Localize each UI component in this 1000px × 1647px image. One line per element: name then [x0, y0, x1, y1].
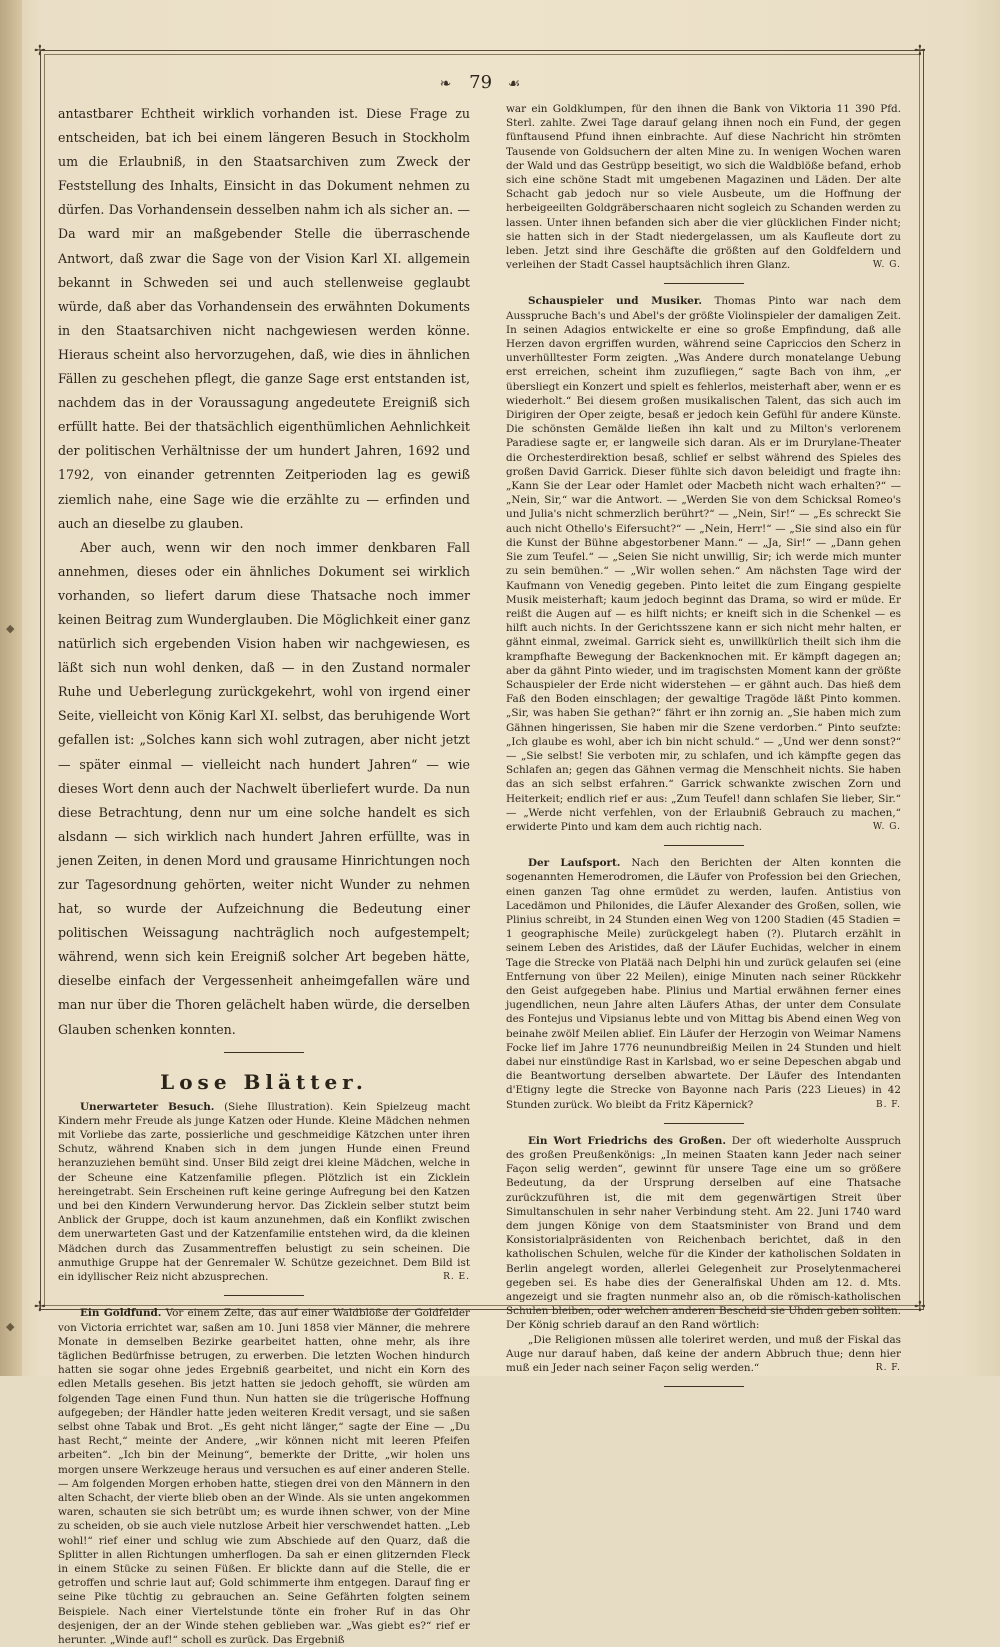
article-title: Schauspieler und Musiker. — [528, 295, 703, 308]
article-signature: R. F. — [875, 1363, 901, 1374]
article-divider — [58, 1284, 470, 1306]
article-title: Ein Goldfund. — [80, 1307, 162, 1320]
article-laufsport — [506, 856, 901, 1112]
article-title: Ein Wort Friedrichs des Großen. — [528, 1134, 726, 1147]
end-divider — [506, 1375, 901, 1397]
article-goldfund-continued — [506, 102, 901, 272]
page-number: 79 — [469, 72, 493, 93]
article-signature: W. G. — [872, 821, 901, 832]
right-column — [506, 102, 901, 1397]
article-text: war ein Goldklumpen, für den ihnen die Bank von Viktoria 11 390 Pfd. Sterl. zahlte. Zwei Tage darauf gelang ihnen noch ein Fund, der gegen fünftausend Pfund ihnen einbrachte. Auf diese Nachricht hin strömten Tausende von Goldsuchern der alten Mine zu. In wenigen Wochen waren der Wald und das Gestrüpp beseitigt, wo sich die Waldblöße befand, erhob sich eine schöne Stadt mit umgebenen Magazinen und Läden. Der alte Schacht gab jedoch nur so viele Ausbeute, um die Hoffnung der herbeigeeilten Goldgräberschaaren nicht sogleich zu Schanden werden zu lassen. Unter ihnen befanden sich aber die vier glücklichen Finder nicht; sie hatten sich in der Stadt niedergelassen, um als Kaufleute dort zu leben. Jetzt sind ihre Geschäfte die größten auf den Goldfeldern und verleihen der Stadt Cassel hauptsächlich ihren Glanz. — [506, 103, 901, 272]
article-quote — [506, 1333, 901, 1376]
corner-ornament-bottom-right: ✢ — [914, 1299, 926, 1315]
quote-text: „Die Religionen müssen alle toleriret werden, und muß der Fiskal das Auge nur darauf haben, daß keine der andern Abbruch thue; denn hier muß ein Jeder nach seiner Façon selig werden.“ — [506, 1333, 901, 1375]
corner-ornament-bottom-left: ✢ — [34, 1299, 46, 1315]
article-divider — [506, 272, 901, 294]
section-title: Lose Blätter. — [160, 1069, 368, 1094]
left-column — [58, 102, 470, 1647]
header-ornament-left: ❧ — [439, 76, 454, 92]
article-signature: W. G. — [872, 260, 901, 271]
article-goldfund — [58, 1306, 470, 1647]
paragraph-vision-1: antastbarer Echtheit wirklich vorhanden ist. Diese Frage zu entscheiden, bat ich bei einem längeren Besuch in Stockholm um die Erlaubniß, in den Staatsarchiven zum Zweck der Feststellung des Inhalts, Einsicht in das Dokument nehmen zu dürfen. Das Vorhandensein desselben nahm ich als sicher an. — Da ward mir an maßgebender Stelle die überraschende Antwort, daß zwar die Sage von der Vision Karl XI. allgemein bekannt in Schweden sei und auch stellenweise geglaubt würde, daß aber das Vorhandensein des erwähnten Dokuments in den Staatsarchiven nicht nachgewiesen werden könne. Hieraus scheint also hervorzugehen, daß, wie dies in ähnlichen Fällen zu geschehen pflegt, die ganze Sage erst entstanden ist, nachdem das in der Voraussagung angedeutete Ereigniß sich erfüllt hatte. Bei der thatsächlich eigenthümlichen Aehnlichkeit der politischen Verhältnisse der um hundert Jahren, 1692 und 1792, von einander getrennten Zeitperioden lag es gewiß ziemlich nahe, eine Sage wie die erzählte zu — erfinden und auch an dieselbe zu glauben. — [58, 106, 470, 531]
page-binding-edge — [0, 0, 22, 1376]
article-unerwarteter-besuch — [58, 1100, 470, 1285]
margin-mark-left: ◆ — [6, 622, 15, 635]
article-signature: B. F. — [875, 1099, 901, 1110]
article-text: Nach den Berichten der Alten konnten die sogenannten Hemerodromen, die Läufer von Profession bei den Griechen, einen ganzen Tag ohne ermüdet zu werden, laufen. Antistius von Lacedämon und Philonides, die Läufer Alexander des Großen, sollen, wie Plinius schreibt, in 24 Stunden einen Weg von 1200 Stadien (45 Stadien = 1 geographische Meile) zurückgelegt haben (?). Plutarch erzählt in seinem Leben des Aristides, daß der Läufer Euchidas, welcher in einem Tage die Strecke von Platää nach Delphi hin und zurück gelaufen sei (eine Entfernung von über 22 Meilen), einige Minuten nach seiner Rückkehr den Geist aufgegeben habe. Plinius und Martial erwähnen ferner eines jugendlichen, neun Jahre alten Läufers Athas, der unter dem Consulate des Fontejus und Vipsianus lebte und von Mittag bis Abend einen Weg von beinahe zwölf Meilen ablief. Ein Läufer der Herzogin von Weimar Namens Focke lief im Jahre 1776 neunundbreißig Meilen in 24 Stunden und hielt dabei nur einstündige Rast in Karlsbad, wo er seine Depeschen abgab und die Beantwortung derselben abwartete. Der Läufer des Intendanten d'Etigny legte die Strecke von Bayonne nach Paris (223 Lieues) in 42 Stunden zurück. Wo bleibt da Fritz Käpernick? — [506, 857, 901, 1111]
corner-ornament-top-right: ✢ — [914, 43, 926, 59]
margin-mark-left-bottom: ◆ — [6, 1320, 15, 1333]
article-text: (Siehe Illustration). Kein Spielzeug macht Kindern mehr Freude als junge Katzen oder Hunde. Kleine Mädchen nehmen mit Vorliebe das zarte, possierliche und geschmeidige Kätzchen unter ihren Schutz, während Knaben sich in dem jungen Hunde einen Freund heranzuziehen bemüht sind. Unser Bild zeigt drei kleine Mädchen, welche in der Scheune eine Katzenfamilie pflegen. Plötzlich ist ein Zicklein hereingetrabt. Sein Erscheinen ruft keine geringe Aufregung bei den Katzen und bei den Kindern Verwunderung hervor. Das Zicklein selber stutzt beim Anblick der Gruppe, doch ist kaum anzunehmen, daß ein Konflikt zwischen dem unerwarteten Gast und der Katzenfamilie entstehen wird, da die kleinen Mädchen durch das Zusammentreffen belustigt zu sein scheinen. Die anmuthige Gruppe hat der Genremaler W. Schütze gezeichnet. Dem Bild ist ein idyllischer Reiz nicht abzusprechen. — [58, 1100, 471, 1284]
article-signature: R. E. — [443, 1272, 470, 1283]
corner-ornament-top-left: ✢ — [34, 43, 46, 59]
article-title: Unerwarteter Besuch. — [80, 1100, 215, 1113]
article-divider — [506, 834, 901, 856]
page-header — [0, 72, 962, 93]
article-text: Vor einem Zelte, das auf einer Waldblöße der Goldfelder von Victoria errichtet war, saßen am 10. Juni 1858 vier Männer, die mehrere Monate in demselben Bezirke gearbeitet hatten, ohne mehr, als ihre täglichen Bedürfnisse betrugen, zu erwerben. Die letzten Wochen hindurch hatten sie sogar ohne jedes Ergebniß gearbeitet, und nicht ein Korn des edlen Metalls gesehen. Bis jetzt hatten sie jedoch gehofft, sie würden am folgenden Tage einen Fund thun. Nun hatten sie die trügerische Hoffnung aufgegeben; der Händler hatte jeden weiteren Kredit versagt, und sie saßen selbst ohne Tabak und Brot. „Es geht nicht länger,“ sagte der Eine — „Du hast Recht,“ meinte der Andere, „wir können nicht mit leeren Pfeifen arbeiten“. „Ich bin der Meinung“, bemerkte der Dritte, „wir holen uns morgen unsere Werkzeuge heraus und versuchen es auf einer anderen Stelle. — Am folgenden Morgen erhoben hatte, stiegen drei von den Männern in den alten Schacht, der vierte blieb oben an der Winde. Als sie unten angekommen waren, schauten sie sich betrübt um; es wurde ihnen schwer, von der Mine zu scheiden, ob sie auch viele nutzlose Arbeit hier verschwendet hatten. „Leb wohl!“ rief einer und schlug wie zum Abschiede auf den Quarz, daß die Splitter in allen Richtungen umherflogen. Da sah er einen glitzernden Fleck in einem Stücke zu seinen Füßen. Er blickte dann auf die Stelle, die er getroffen und schrie laut auf; Gold schimmerte ihm entgegen. Darauf fing er seine Pike tüchtig zu gebrauchen an. Seine Gefährten folgten seinem Beispiele. Nach einer Viertelstunde tönte ein froher Ruf in das Ohr desjenigen, der an der Winde stehen geblieben war. „Was giebt es?“ rief er herunter. „Winde auf!“ scholl es zurück. Das Ergebniß — [58, 1307, 470, 1646]
article-wort-friedrichs — [506, 1134, 901, 1333]
header-ornament-right: ☙ — [507, 76, 523, 92]
article-title: Der Laufsport. — [528, 857, 621, 870]
article-schauspieler-und-musiker — [506, 294, 901, 834]
article-text: Der oft wiederholte Ausspruch des großen Preußenkönigs: „In meinen Staaten kann Jeder nach seiner Façon selig werden“, gewinnt für unsere Tage eine um so größere Bedeutung, da der Ursprung derselben auf eine Thatsache zurückzuführen ist, die mit dem gegenwärtigen Streit über Simultanschulen in sehr naher Verbindung steht. Am 22. Juni 1740 ward dem jungen Könige von dem Staatsminister von Brand und dem Konsistorialpräsidenten von Reichenbach berichtet, daß in den katholischen Schulen, welche für die Kinder der katholischen Soldaten in Berlin angelegt worden, allerlei Gelegenheit zur Proselytenmacherei gegeben sei. Es habe dies der Generalfiskal Uhden am 12. d. Mts. angezeigt und sie fragten nunmehr also an, ob die römisch-katholischen Schulen bleiben, oder welchen anderen Bescheid sie Uhden geben sollten. Der König schrieb darauf an den Rand wörtlich: — [506, 1134, 902, 1332]
article-text: Thomas Pinto war nach dem Ausspruche Bach's und Abel's der größte Violinspieler der damaligen Zeit. In seinen Adagios entwickelte er eine so große Empfindung, daß alle Herzen davon ergriffen wurden, während seine Capriccios den Scherz in unverhülltester Form zeigten. „Was Andere durch monatelange Uebung erst erreichen, scheint ihm zuzufliegen,“ sagte Bach von ihm, „er übersliegt ein Konzert und spielt es fehlerlos, meisterhaft aber, wenn er es wiederholt.“ Bei diesem großen musikalischen Talent, das sich auch im Dirigiren der Oper zeigte, besaß er jedoch kein Gefühl für andere Künste. Die schönsten Gemälde ließen ihn kalt und zu Milton's verlorenem Paradiese sagte er, er langweile sich daran. Als er im Drurylane-Theater die Orchesterdirektion besaß, schlief er selbst während des Spieles des großen David Garrick. Dieser fühlte sich davon beleidigt und fragte ihn: „Kann Sie der Lear oder Hamlet oder Macbeth nicht wach erhalten?“ — „Nein, Sir,“ war die Antwort. — „Werden Sie von dem Schicksal Romeo's und Julia's nicht schmerzlich berührt?“ — „Nein, Sir!“ — „Es schreckt Sie auch nicht Othello's Eifersucht?“ — „Nein, Herr!“ — „Sie sind also ein für die Kunst der Bühne abgestorbener Mann.“ — „Ja, Sir!“ — „Dann gehen Sie zum Teufel.“ — „Seien Sie nicht unwillig, Sir; ich werde mich munter zu sein bemühen.“ — „Wir wollen sehen.“ Am nächsten Tage wird der Kaufmann von Venedig gegeben. Pinto leitet die zum Eingang gespielte Musik meisterhaft; kaum jedoch beginnt das Drama, so wird er müde. Er reißt die Augen auf — es hilft nichts; er kneift sich in die Schenkel — es hilft auch nichts. In der Gerichtsszene kann er sich nicht mehr halten, er gähnt einmal, zweimal. Garrick sieht es, unwillkürlich theilt sich ihm die krampfhafte Bewegung der Backenknochen mit. Er kämpft dagegen an; aber da gähnt Pinto wieder, und im tragischsten Moment kann der größte Schauspieler der Erde nicht widerstehen — er gähnt auch. Das hieß dem Faß den Boden einschlagen; der gewaltige Tragöde läßt Pinto kommen. „Sir, was haben Sie gethan?“ fährt er ihn zornig an. „Sie haben mich zum Gähnen hingerissen, Sie haben mir die Szene verdorben.“ Pinto seufzte: „Ich glaube es wohl, aber ich bin nicht schuld.“ — „Und wer denn sonst?“ — „Sie selbst! Sie verboten mir, zu schlafen, und ich kämpfte gegen das Schlafen an; gegen das Gähnen vermag die Menschheit nichts. Sie haben das an sich selbst erfahren.“ Garrick schwankte zwischen Zorn und Heiterkeit; endlich rief er aus: „Zum Teufel! dann schlafen Sie lieber, Sir.“ — „Werde nicht verfehlen, von der Erlaubniß Gebrauch zu machen,“ erwiderte Pinto und kam dem auch richtig nach. — [506, 295, 901, 833]
article-divider — [506, 1112, 901, 1134]
section-divider — [58, 1042, 470, 1062]
paragraph-vision-2: Aber auch, wenn wir den noch immer denkbaren Fall annehmen, dieses oder ein ähnliches Dokument sei wirklich vorhanden, so liefert darum diese Thatsache noch immer keinen Beitrag zum Wunderglauben. Die Möglichkeit einer ganz natürlich sich ergebenden Vision haben wir nachgewiesen, es läßt sich nun wohl denken, daß — in den Zustand normaler Ruhe und Ueberlegung zurückgekehrt, wohl von irgend einer Seite, vielleicht von König Karl XI. selbst, das beruhigende Wort gefallen ist: „Solches kann sich wohl zutragen, aber nicht jetzt — später einmal — vielleicht nach hundert Jahren“ — wie dieses Wort denn auch der Nachwelt überliefert wurde. Da nun diese Betrachtung, denn nur um eine solche handelt es sich alsdann — sich wirklich nach hundert Jahren erfüllte, was in jenen Zeiten, in denen Mord und grausame Hinrichtungen noch zur Tagesordnung gehörten, weiter nicht Wunder zu nehmen hat, so wurde der Aufzeichnung die Bedeutung einer politischen Weissagung nachträglich noch aufgestempelt; während, wenn sich kein Ereigniß solcher Art begeben hätte, dieselbe einfach der Vergessenheit anheimgefallen wäre und man nur über die Thoren gelächelt haben würde, die derselben Glauben schenken konnten. — [58, 539, 470, 1037]
